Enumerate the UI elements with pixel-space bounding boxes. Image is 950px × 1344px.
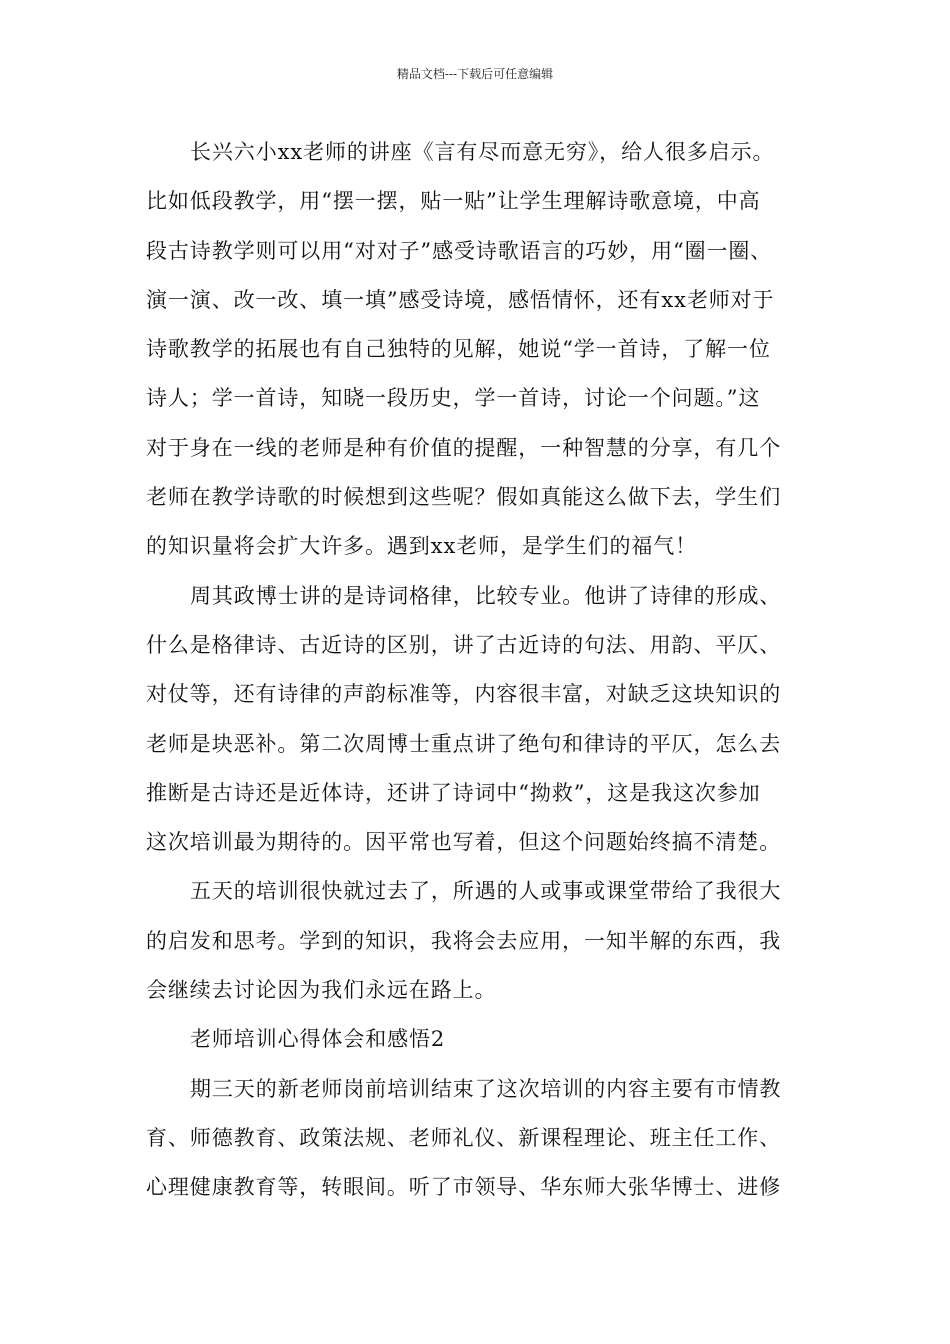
paragraph-line: 会继续去讨论因为我们永远在路上。 (146, 978, 497, 1003)
paragraph-line: 对仗等，还有诗律的声韵标准等，内容很丰富，对缺乏这块知识的 (146, 682, 782, 707)
paragraph-line: 心理健康教育等，转眼间。听了市领导、华东师大张华博士、进修 (146, 1175, 782, 1200)
paragraph-line: 老师是块恶补。第二次周博士重点讲了绝句和律诗的平仄，怎么去 (146, 731, 782, 756)
document-body (146, 128, 826, 1213)
section-heading: 老师培训心得体会和感悟2 (190, 1027, 446, 1052)
paragraph-line: 诗歌教学的拓展也有自己独特的见解，她说“学一首诗，了解一位 (146, 337, 771, 362)
paragraph-line: 长兴六小xx老师的讲座《言有尽而意无穷》，给人很多启示。 (190, 140, 775, 164)
paragraph-line: 演一演、改一改、填一填”感受诗境，感悟情怀，还有xx老师对于 (146, 287, 775, 312)
paragraph-line: 的知识量将会扩大许多。遇到xx老师，是学生们的福气！ (146, 534, 698, 559)
paragraph-line: 推断是古诗还是近体诗，还讲了诗词中“拗救”，这是我这次参加 (146, 780, 761, 805)
paragraph-line: 这次培训最为期待的。因平常也写着，但这个问题始终搞不清楚。 (146, 830, 782, 855)
paragraph-line: 对于身在一线的老师是种有价值的提醒，一种智慧的分享，有几个 (146, 435, 782, 460)
paragraph-line: 比如低段教学，用“摆一摆，贴一贴”让学生理解诗歌意境，中高 (146, 189, 761, 214)
paragraph-line: 老师在教学诗歌的时候想到这些呢？假如真能这么做下去，学生们 (146, 485, 782, 510)
paragraph-line: 五天的培训很快就过去了，所遇的人或事或课堂带给了我很大 (190, 879, 782, 904)
page-header: 精品文档---下载后可任意编辑 (396, 67, 554, 81)
paragraph-line: 的启发和思考。学到的知识，我将会去应用，一知半解的东西，我 (146, 928, 782, 953)
paragraph-line: 育、师德教育、政策法规、老师礼仪、新课程理论、班主任工作、 (146, 1125, 782, 1150)
paragraph-line: 周其政博士讲的是诗词格律，比较专业。他讲了诗律的形成、 (190, 583, 782, 608)
paragraph-line: 什么是格律诗、古近诗的区别，讲了古近诗的句法、用韵、平仄、 (146, 632, 782, 657)
paragraph-line: 诗人；学一首诗，知晓一段历史，学一首诗，讨论一个问题。”这 (146, 386, 761, 411)
paragraph-line: 期三天的新老师岗前培训结束了这次培训的内容主要有市情教 (190, 1076, 782, 1101)
paragraph-line: 段古诗教学则可以用“对对子”感受诗歌语言的巧妙，用“圈一圈、 (146, 238, 773, 263)
